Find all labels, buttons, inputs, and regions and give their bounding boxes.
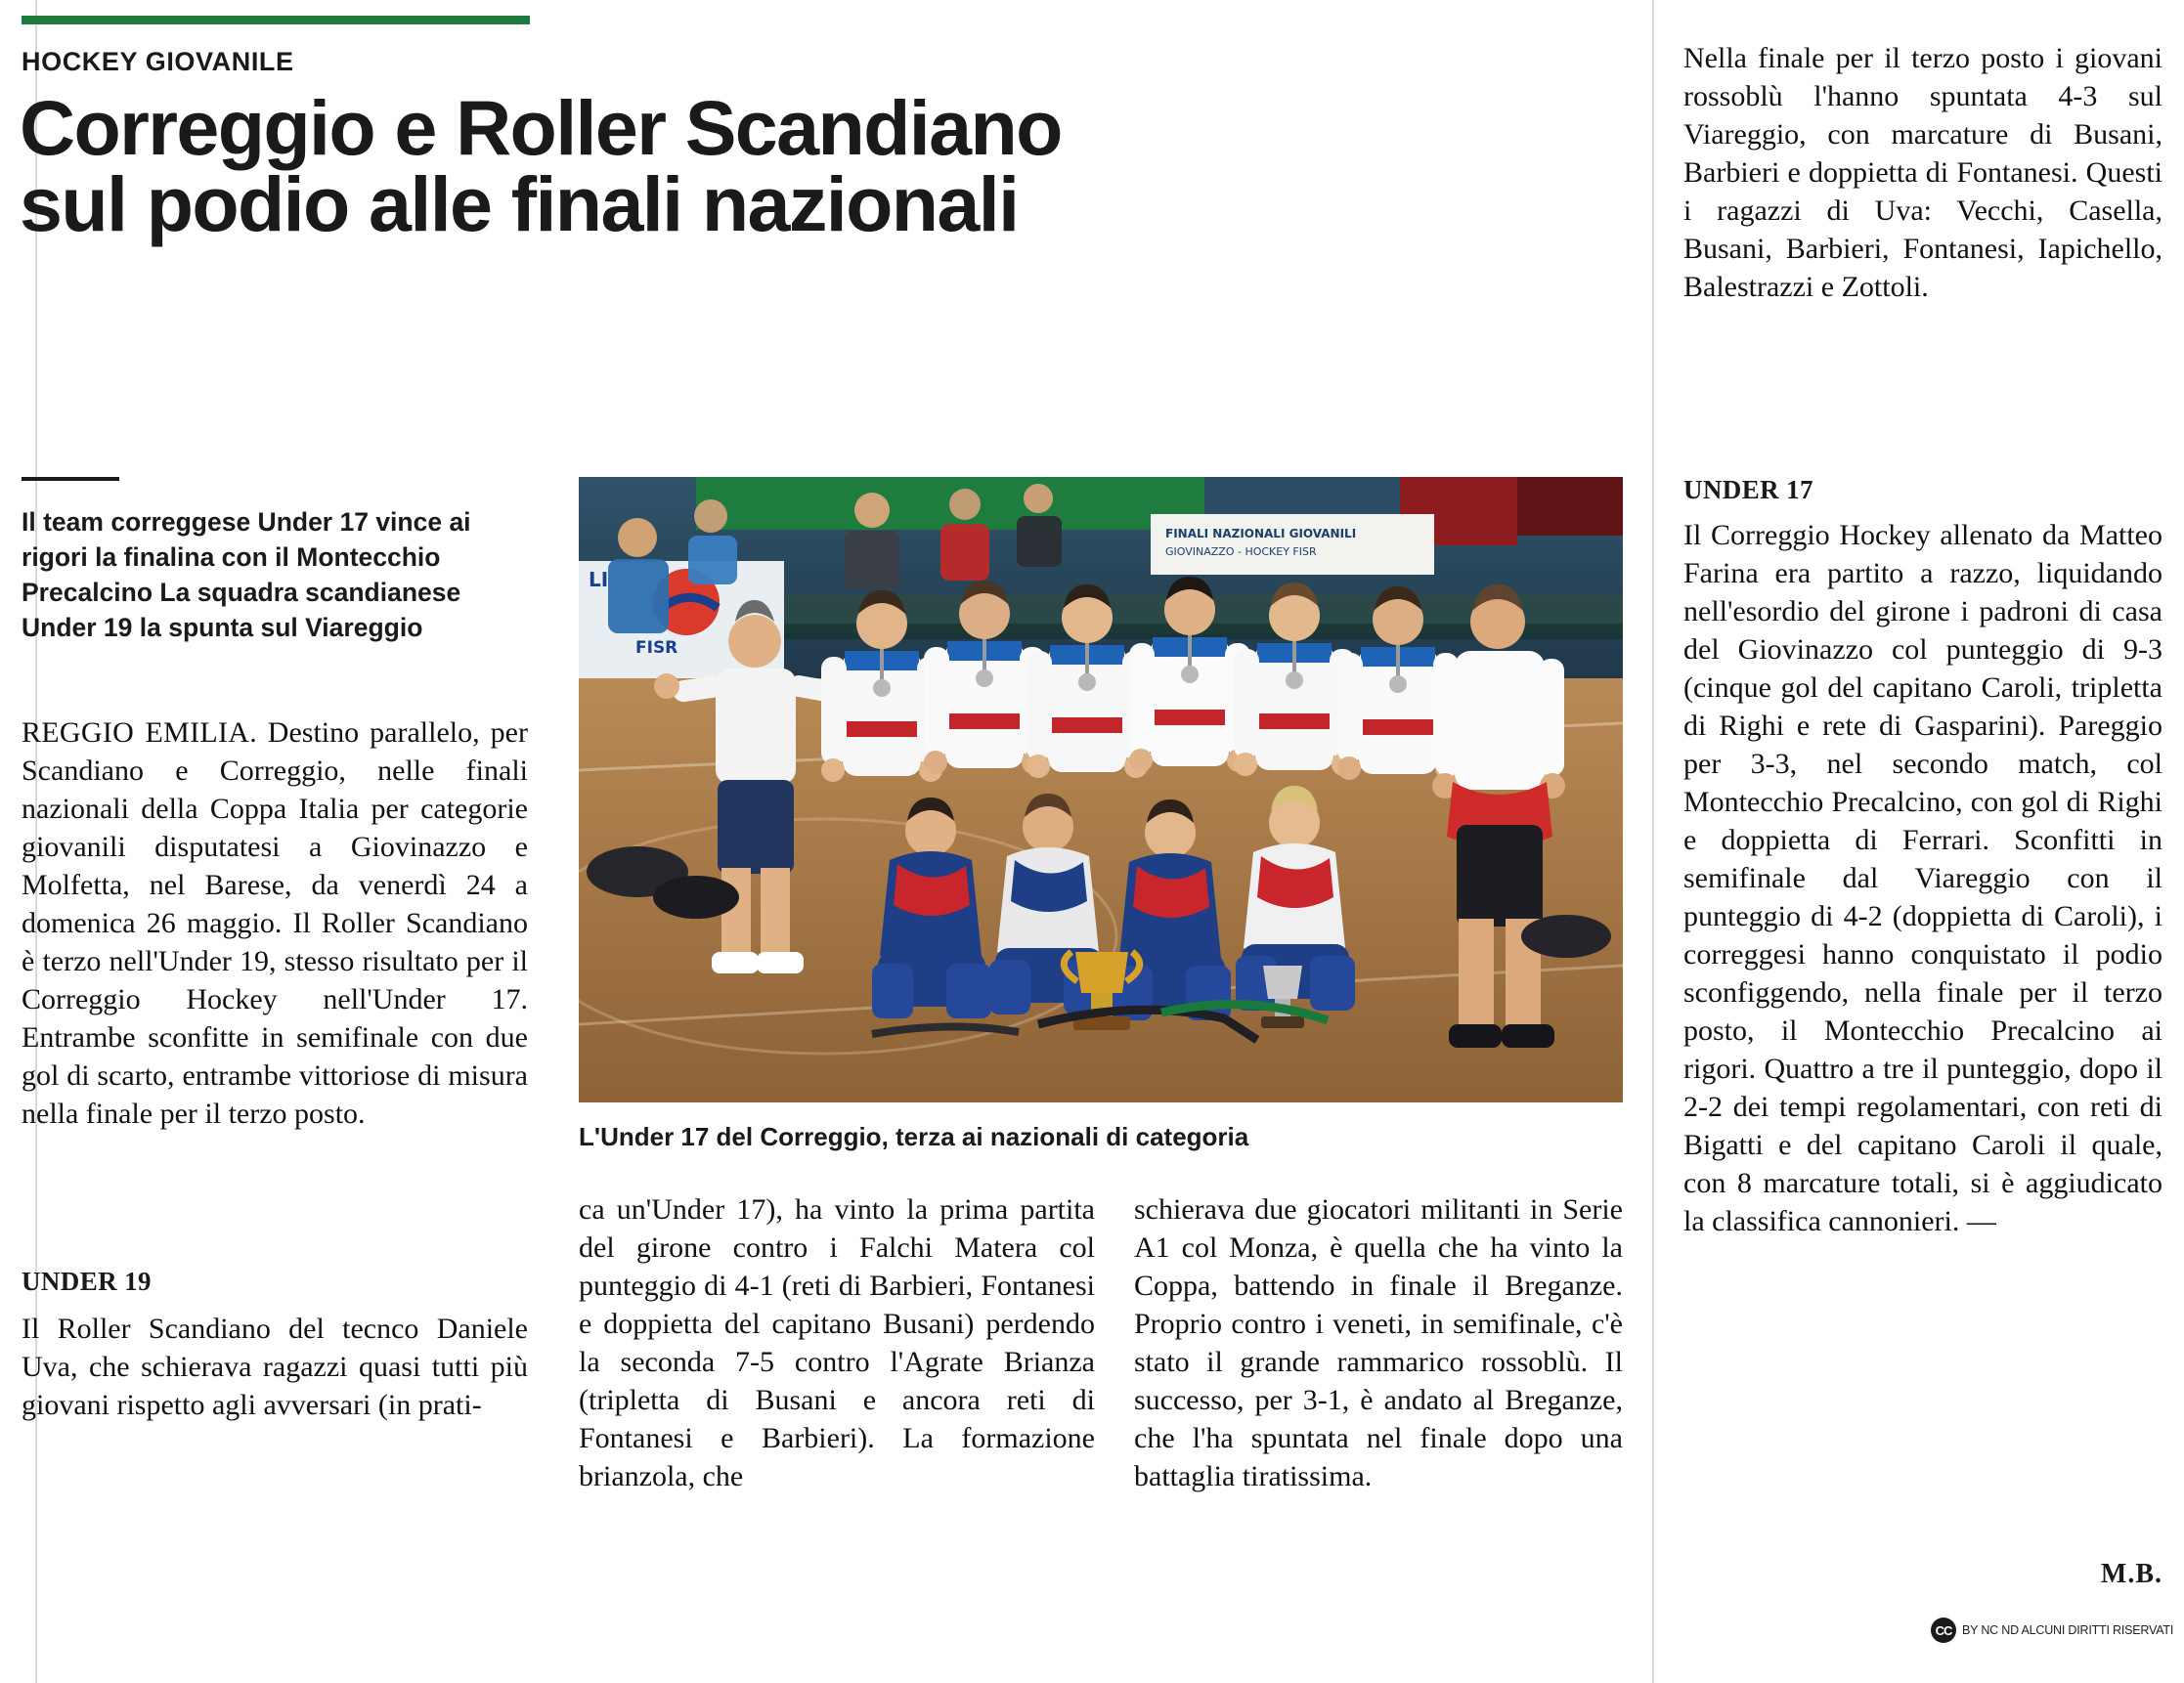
column-4-top-text: Nella finale per il terzo posto i giovani rossoblù l'hanno spuntata 4-3 sul Viareggio, con marcature di Busani, Barbieri e doppietta di Fontanesi. Questi i ragazzi di Uva: Vecchi, Casella, Busani, Barbieri, Fontanesi, Iapichello, Balestrazzi e Zottoli. [1683,42,2162,303]
dateline: REGGIO EMILIA [22,716,250,749]
summary-rule [22,477,119,481]
column-1-under19-text: Il Roller Scandiano del tecnco Daniele Uva, che schierava ragazzi quasi tutti più giovani rispetto agli avversari (in prati- [22,1313,528,1421]
page-title [20,84,1623,248]
svg-text:FISR: FISR [635,638,678,658]
lead-text: . Destino parallelo, per Scandiano e Correggio, nelle finali nazionali della Coppa Italia per categorie giovanili disputatesi a Giovinazzo e Molfetta, nel Barese, da venerdì 24 a domenica 26 maggio. Il Roller Scandiano è terzo nell'Under 19, stesso risultato per il Correggio Hockey nell'Under 17. Entrambe sconfitte in semifinale con due gol di scarto, entrambe vittoriose di misura nella finale per il terzo posto. [22,716,528,1130]
subhead-under-19: UNDER 19 [22,1267,152,1296]
creative-commons-icon: CC [1931,1618,1956,1643]
article-summary: Il team correggese Under 17 vince ai rigori la finalina con il Montecchio Precalcino La squadra scandianese Under 19 la spunta sul Viareggio [22,507,471,643]
svg-text:FINALI NAZIONALI GIOVANILI: FINALI NAZIONALI GIOVANILI [1165,527,1357,540]
headline-line-1: Correggio e Roller Scandiano [20,84,1062,171]
author-initials: M.B. [2100,1559,2162,1589]
creative-commons-badge [1931,1618,2173,1643]
svg-text:GIOVINAZZO - HOCKEY FISR: GIOVINAZZO - HOCKEY FISR [1165,545,1317,558]
photo-caption: L'Under 17 del Correggio, terza ai nazionali di categoria [579,1122,1249,1151]
headline-line-2: sul podio alle finali nazionali [20,160,1019,248]
svg-text:LI: LI [589,568,609,591]
subhead-under-17: UNDER 17 [1683,475,1813,504]
right-column-divider [1652,0,1654,1683]
column-4-body-text: Il Correggio Hockey allenato da Matteo Farina era partito a razzo, liquidando nell'esordio del girone i padroni di casa del Giovinazzo col punteggio di 9-3 (cinque gol del capitano Caroli, tripletta di Righi e rete di Gasparini). Pareggio per 3-3, nel secondo match, col Montecchio Precalcino, con gol di Righi e doppietta di Ferrari. Sconfitti in semifinale dal Viareggio con il punteggio di 4-2 (doppietta di Caroli), i correggesi hanno conquistato il podio sconfiggendo, nella finale per il terzo posto, il Montecchio Precalcino ai rigori. Quattro a tre il punteggio, dopo il 2-2 dei tempi regolamentari, con reti di Bigatti e del capitano Caroli il quale, con 8 marcature totali, si è aggiudicato la classifica cannonieri. — [1683,519,2162,1237]
column-2-text: ca un'Under 17), ha vinto la prima partita del girone contro i Falchi Matera col punteggio di 4-1 (reti di Barbieri, Fontanesi e doppietta del capitano Busani) perdendo la seconda 7-5 contro l'Agrate Brianza (tripletta di Busani e ancora reti di Fontanesi e Barbieri). La formazione brianzola, che [579,1193,1095,1492]
article-lead-paragraph [22,713,528,1133]
section-kicker: HOCKEY GIOVANILE [22,47,294,76]
rights-notice: BY NC ND ALCUNI DIRITTI RISERVATI [1962,1623,2174,1637]
top-green-rule [22,16,530,24]
article-photo [579,477,1623,1102]
column-3-text: schierava due giocatori militanti in Serie A1 col Monza, è quella che ha vinto la Coppa, battendo in finale il Breganze. Proprio contro i veneti, in semifinale, c'è stato il grande rammarico rossoblù. Il successo, per 3-1, è andato al Breganze, che l'ha spuntata nel finale dopo una battaglia tiratissima. [1134,1193,1623,1492]
team-photo-illustration [579,477,1623,1102]
